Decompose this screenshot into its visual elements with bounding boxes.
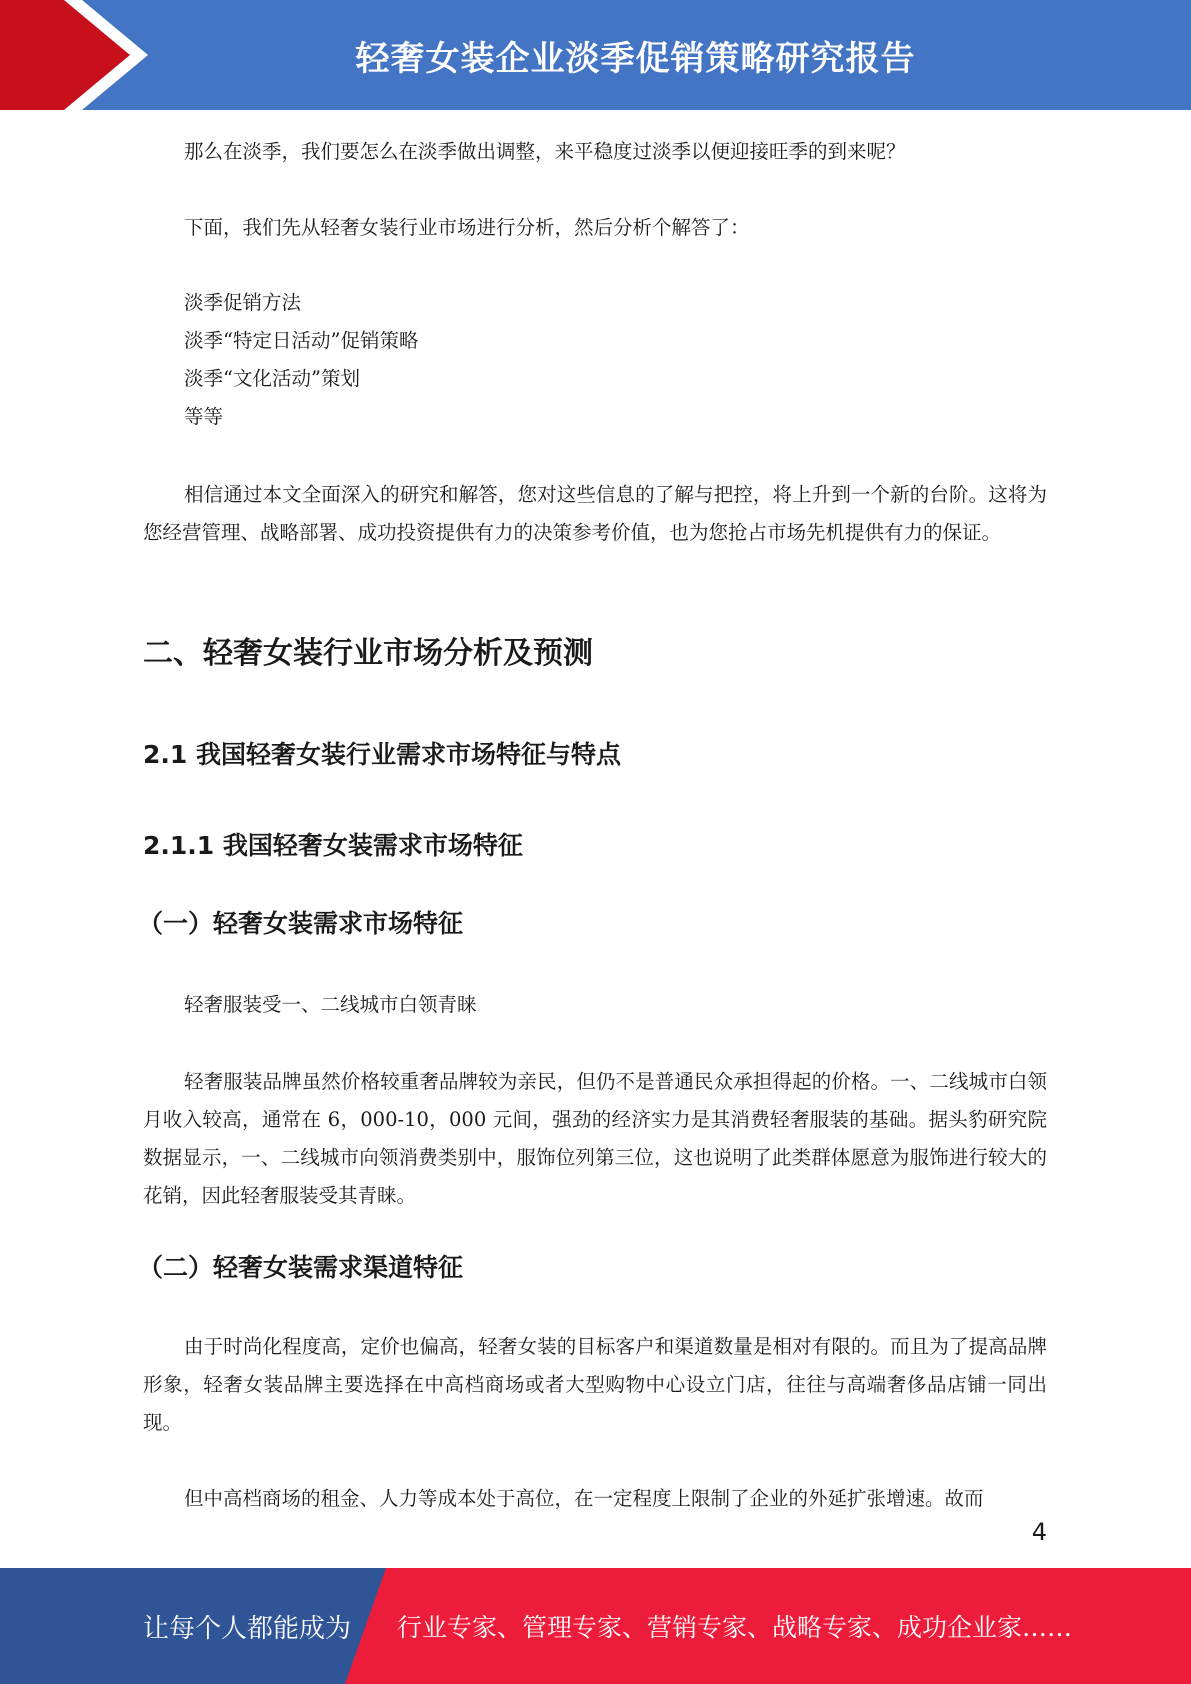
list-item: 淡季“特定日活动”促销策略 — [184, 329, 419, 352]
footer-slogan-left: 让每个人都能成为 — [143, 1613, 352, 1644]
list-item: 淡季促销方法 — [184, 291, 302, 314]
subsubsection-heading: 2.1.1 我国轻奢女装需求市场特征 — [143, 831, 523, 860]
part-body: 轻奢服装品牌虽然价格较重奢品牌较为亲民，但仍不是普通民众承担得起的价格。一、二线城市白领月收入较高，通常在 6，000-10，000 元间，强劲的经济实力是其消费轻奢服装的基础。据头豹研究院数据显示，一、二线城市向领消费类别中，服饰位列第三位，这也说明了此类群体愿意为服饰进行较大的花销，因此轻奢服装受其青睐。 — [143, 1070, 1047, 1207]
topic-list — [143, 284, 1047, 436]
subsection-heading: 2.1 我国轻奢女装行业需求市场特征与特点 — [143, 740, 621, 769]
list-item: 淡季“文化活动”策划 — [184, 367, 360, 390]
intro-lead: 下面，我们先从轻奢女装行业市场进行分析，然后分析个解答了： — [184, 216, 750, 239]
part-heading: （二）轻奢女装需求渠道特征 — [138, 1253, 464, 1282]
intro-closing: 相信通过本文全面深入的研究和解答，您对这些信息的了解与把控，将上升到一个新的台阶。这将为您经营管理、战略部署、成功投资提供有力的决策参考价值，也为您抢占市场先机提供有力的保证。 — [143, 483, 1047, 544]
page-number: 4 — [1031, 1518, 1047, 1546]
part-body: 由于时尚化程度高，定价也偏高，轻奢女装的目标客户和渠道数量是相对有限的。而且为了提高品牌形象，轻奢女装品牌主要选择在中高档商场或者大型购物中心设立门店，往往与高端奢侈品店铺一同出现。 — [143, 1335, 1047, 1434]
part-body: 但中高档商场的租金、人力等成本处于高位，在一定程度上限制了企业的外延扩张增速。故而 — [184, 1487, 984, 1510]
section-heading: 二、轻奢女装行业市场分析及预测 — [143, 636, 593, 671]
intro-question: 那么在淡季，我们要怎么在淡季做出调整，来平稳度过淡季以便迎接旺季的到来呢？ — [184, 140, 906, 163]
part-heading: （一）轻奢女装需求市场特征 — [138, 909, 464, 938]
list-item: 等等 — [184, 405, 224, 428]
part-subtitle: 轻奢服装受一、二线城市白领青睐 — [184, 993, 477, 1016]
report-title: 轻奢女装企业淡季促销策略研究报告 — [355, 38, 916, 79]
footer-slogan-right: 行业专家、管理专家、营销专家、战略专家、成功企业家…… — [397, 1613, 1073, 1642]
footer-banner — [0, 1568, 1191, 1684]
